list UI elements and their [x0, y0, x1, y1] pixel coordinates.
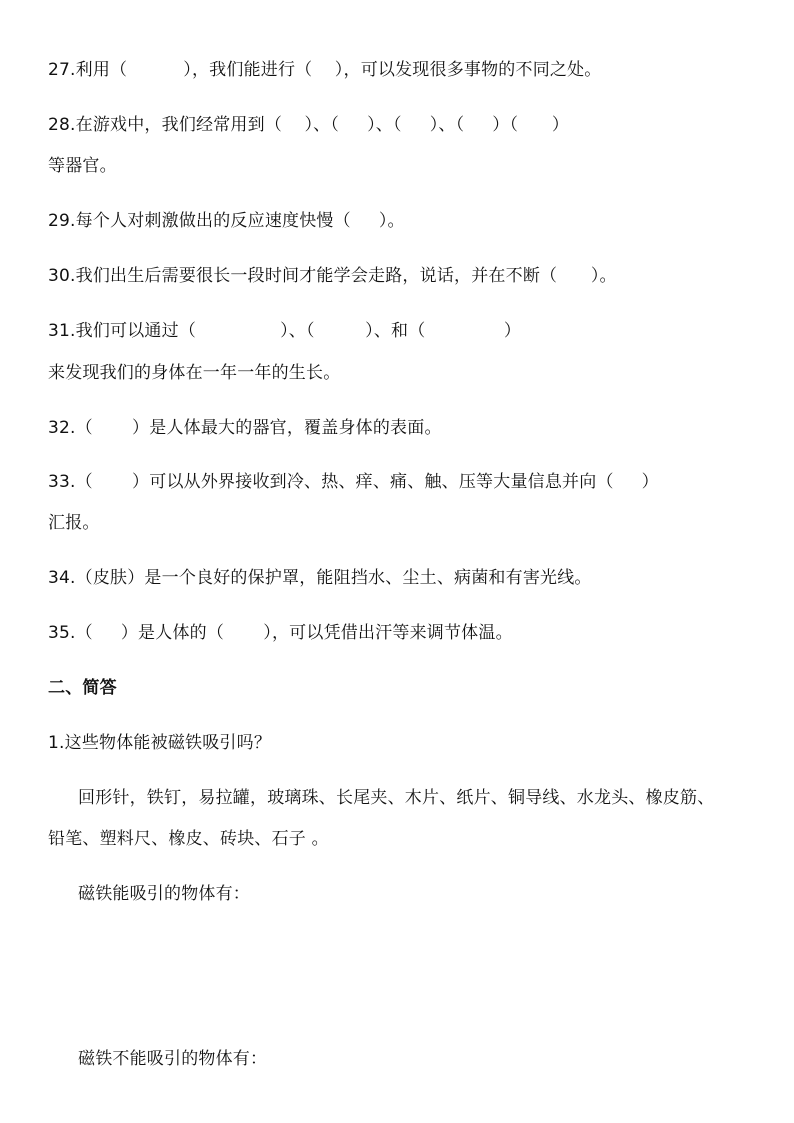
- question-35-line-1: 35.（ ）是人体的（ ），可以凭借出汗等来调节体温。: [48, 623, 513, 643]
- attracted-label: 磁铁能吸引的物体有：: [78, 884, 250, 904]
- question-27-line-1: 27.利用（ ），我们能进行（ ），可以发现很多事物的不同之处。: [48, 60, 602, 80]
- short-answer-1-items-line-2: 铅笔、塑料尺、橡皮、砖块、石子 。: [48, 829, 329, 849]
- question-31-line-2: 来发现我们的身体在一年一年的生长。: [48, 363, 341, 383]
- section-2-heading: 二、简答: [48, 678, 117, 698]
- question-28-line-2: 等器官。: [48, 156, 117, 176]
- question-33-line-1: 33.（ ）可以从外界接收到冷、热、痒、痛、触、压等大量信息并向（ ）: [48, 472, 659, 492]
- not-attracted-label: 磁铁不能吸引的物体有：: [78, 1049, 268, 1069]
- question-28-line-1: 28.在游戏中，我们经常用到（ ）、（ ）、（ ）、（ ）（ ）: [48, 115, 570, 135]
- question-34-line-1: 34.（皮肤）是一个良好的保护罩，能阻挡水、尘土、病菌和有害光线。: [48, 568, 592, 588]
- short-answer-1-prompt: 1.这些物体能被磁铁吸引吗？: [48, 733, 272, 753]
- question-33-line-2: 汇报。: [48, 513, 100, 533]
- question-30-line-1: 30.我们出生后需要很长一段时间才能学会走路，说话，并在不断（ ）。: [48, 266, 617, 286]
- question-29-line-1: 29.每个人对刺激做出的反应速度快慢（ ）。: [48, 211, 405, 231]
- short-answer-1-items-line-1: 回形针，铁钉，易拉罐，玻璃珠、长尾夹、木片、纸片、铜导线、水龙头、橡皮筋、: [78, 788, 715, 808]
- question-31-line-1: 31.我们可以通过（ ）、（ ）、和（ ）: [48, 321, 522, 341]
- question-32-line-1: 32.（ ）是人体最大的器官，覆盖身体的表面。: [48, 418, 442, 438]
